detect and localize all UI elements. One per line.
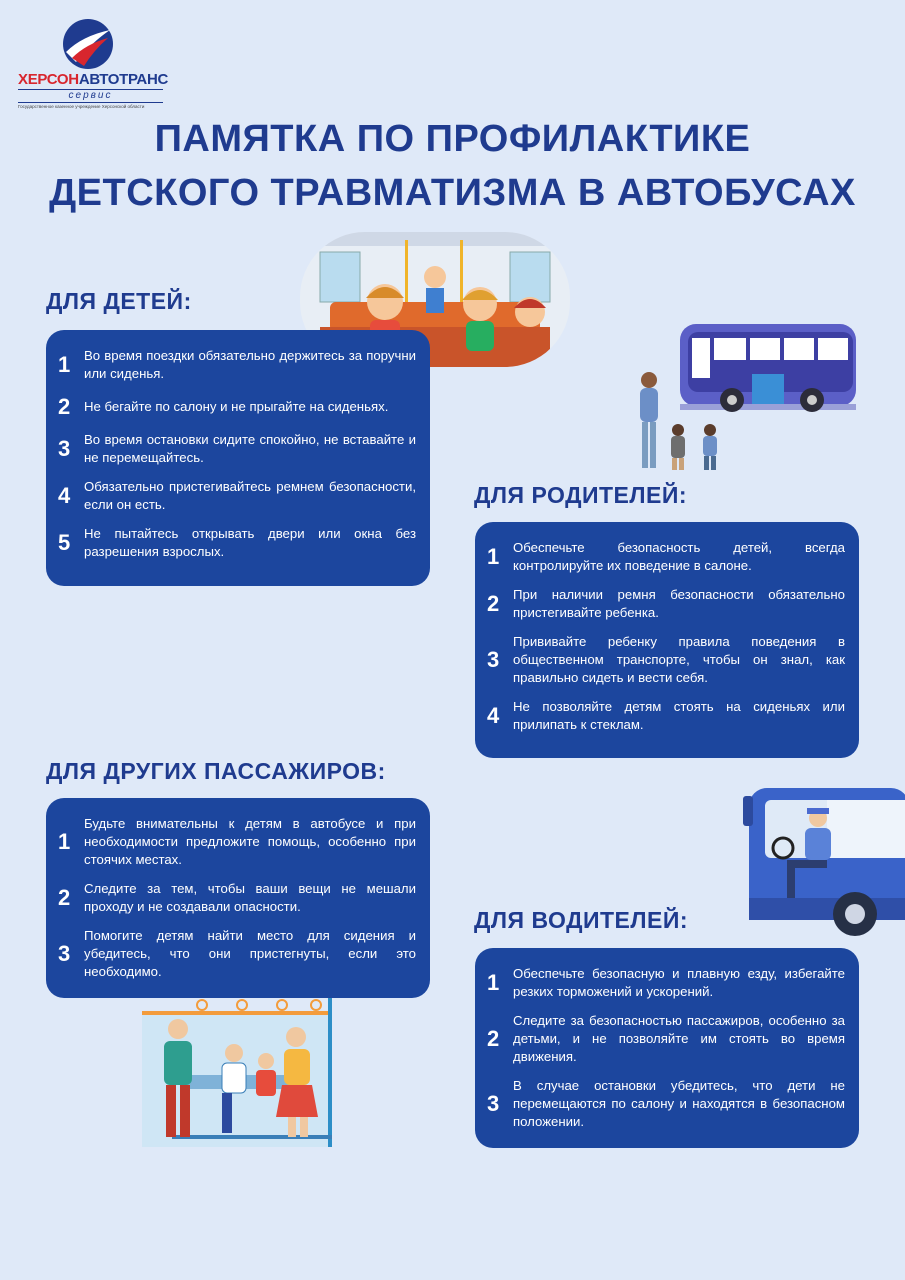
passengers-illustration bbox=[142, 997, 334, 1147]
list-item bbox=[58, 347, 416, 383]
item-text: Не бегайте по салону и не прыгайте на сиденьях. bbox=[84, 399, 389, 414]
list-item bbox=[487, 965, 845, 1001]
page-title-line1: ПАМЯТКА ПО ПРОФИЛАКТИКЕ bbox=[154, 118, 751, 160]
logo-brand-part1: ХЕРСОН bbox=[18, 71, 79, 88]
item-text: Не пытайтесь открывать двери или окна без разрешения взрослых. bbox=[84, 526, 416, 559]
list-item bbox=[487, 633, 845, 687]
parents-section-heading: ДЛЯ РОДИТЕЛЕЙ: bbox=[474, 482, 688, 508]
item-number: 4 bbox=[487, 703, 500, 728]
item-number: 2 bbox=[58, 885, 71, 910]
item-number: 1 bbox=[487, 970, 500, 995]
drivers-rules-card bbox=[475, 948, 859, 1148]
family-and-bus-illustration bbox=[632, 318, 862, 476]
item-text: Будьте внимательны к детям в автобусе и при необходимости предложите помощь, особенно при стоячих местах. bbox=[84, 816, 416, 867]
list-item bbox=[487, 1012, 845, 1066]
bus-driver-illustration bbox=[735, 786, 905, 941]
item-number: 1 bbox=[487, 544, 500, 569]
item-text: Обеспечьте безопасную и плавную езду, избегайте резких торможений и ускорений. bbox=[513, 966, 845, 999]
item-text: Прививайте ребенку правила поведения в общественном транспорте, чтобы он знал, как правильно сидеть и вести себя. bbox=[513, 634, 845, 685]
item-text: Не позволяйте детям стоять на сиденьях или прилипать к стеклам. bbox=[513, 699, 845, 732]
list-item bbox=[58, 478, 416, 514]
item-number: 3 bbox=[58, 436, 71, 461]
children-section-heading: ДЛЯ ДЕТЕЙ: bbox=[46, 288, 192, 314]
item-text: Следите за безопасностью пассажиров, особенно за детьми, и не позволяйте им стоять во время движения. bbox=[513, 1013, 845, 1064]
company-logo bbox=[18, 16, 188, 111]
item-number: 2 bbox=[58, 394, 71, 419]
parents-rules-card bbox=[475, 522, 859, 758]
item-text: Обеспечьте безопасность детей, всегда контролируйте их поведение в салоне. bbox=[513, 540, 845, 573]
list-item bbox=[487, 698, 845, 734]
list-item bbox=[487, 1077, 845, 1131]
list-item bbox=[58, 431, 416, 467]
children-rules-card bbox=[46, 330, 430, 586]
item-number: 2 bbox=[487, 591, 500, 616]
passengers-section-heading: ДЛЯ ДРУГИХ ПАССАЖИРОВ: bbox=[46, 758, 386, 784]
item-text: В случае остановки убедитесь, что дети не перемещаются по салону и находятся в безопасном положении. bbox=[513, 1078, 845, 1129]
item-number: 5 bbox=[58, 530, 71, 555]
item-number: 1 bbox=[58, 829, 71, 854]
item-text: Во время поездки обязательно держитесь за поручни или сиденья. bbox=[84, 348, 416, 381]
item-number: 2 bbox=[487, 1026, 500, 1051]
logo-emblem-icon bbox=[62, 18, 114, 70]
item-number: 3 bbox=[487, 647, 500, 672]
item-number: 1 bbox=[58, 352, 71, 377]
passengers-rules-card bbox=[46, 798, 430, 998]
item-number: 4 bbox=[58, 483, 71, 508]
list-item bbox=[487, 539, 845, 575]
item-text: При наличии ремня безопасности обязательно пристегивайте ребенка. bbox=[513, 587, 845, 620]
item-text: Помогите детям найти место для сидения и убедитесь, что они пристегнуты, если это необходимо. bbox=[84, 928, 416, 979]
item-number: 3 bbox=[58, 941, 71, 966]
item-number: 3 bbox=[487, 1091, 500, 1116]
logo-brand-name bbox=[18, 71, 168, 88]
list-item bbox=[58, 525, 416, 561]
list-item bbox=[58, 927, 416, 981]
page-title bbox=[0, 112, 905, 220]
logo-brand-part2: АВТОТРАНС bbox=[78, 71, 169, 88]
logo-subtitle: сервис bbox=[18, 89, 163, 103]
list-item bbox=[487, 586, 845, 622]
item-text: Следите за тем, чтобы ваши вещи не мешали проходу и не создавали опасности. bbox=[84, 881, 416, 914]
list-item bbox=[58, 815, 416, 869]
logo-caption: Государственное казенное учреждение Херсонской области bbox=[18, 104, 145, 109]
page-title-line2: ДЕТСКОГО ТРАВМАТИЗМА В АВТОБУСАХ bbox=[49, 172, 856, 214]
item-text: Обязательно пристегивайтесь ремнем безопасности, если он есть. bbox=[84, 479, 416, 512]
list-item bbox=[58, 394, 416, 420]
drivers-section-heading: ДЛЯ ВОДИТЕЛЕЙ: bbox=[474, 907, 689, 933]
list-item bbox=[58, 880, 416, 916]
item-text: Во время остановки сидите спокойно, не вставайте и не перемещайтесь. bbox=[84, 432, 416, 465]
